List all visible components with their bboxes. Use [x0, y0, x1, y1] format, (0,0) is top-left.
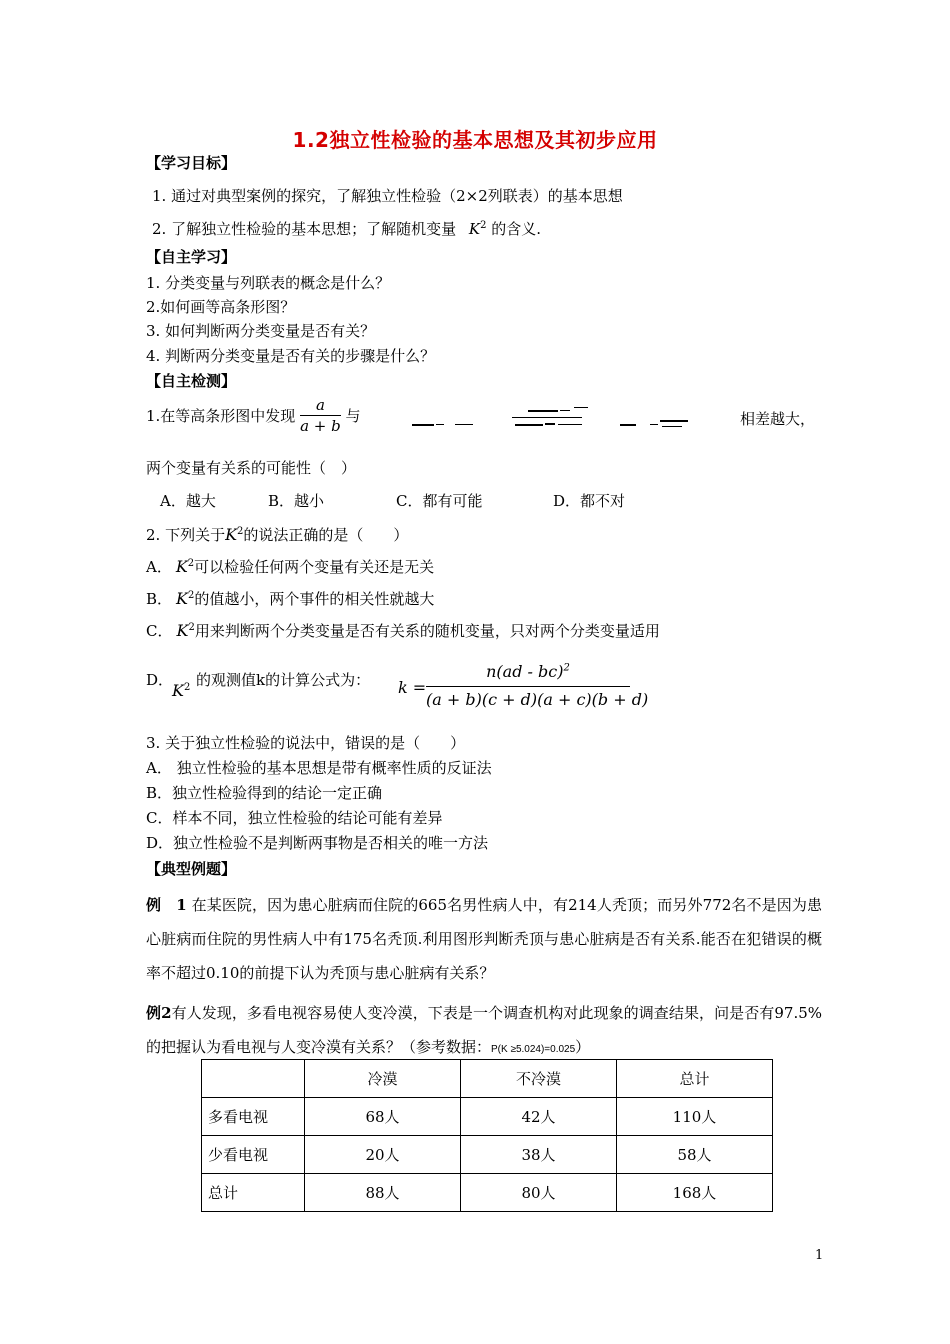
table-header-cell: 不冷漠 [461, 1060, 617, 1098]
question-2-option-a [146, 556, 434, 577]
question-1-option-b: B．越小 [268, 492, 325, 510]
example-2 [146, 996, 822, 1067]
question-3-option-b: B．独立性检验得到的结论一定正确 [146, 784, 383, 802]
formula-numerator-exponent: 2 [563, 662, 570, 674]
example-2-text: 有人发现，多看电视容易使人变冷漠，下表是一个调查机构对此现象的调查结果，问是否有97.5%的把握认为看电视与人变冷漠有关系？（参考数据： [146, 1004, 823, 1056]
question-1-end: 相差越大， [740, 410, 816, 428]
table-row [202, 1098, 773, 1136]
formula-denominator: (a + b)(c + d)(a + c)(b + d) [426, 690, 649, 709]
formula-k-equals: k = [398, 678, 427, 697]
page-number: 1 [815, 1248, 824, 1263]
k-symbol: K [468, 220, 481, 238]
self-study-3: 3. 如何判断两分类变量是否有关？ [146, 322, 376, 340]
question-2 [146, 524, 408, 545]
section-heading-examples: 【典型例题】 [146, 860, 237, 878]
k-exponent: 2 [183, 682, 191, 693]
option-text: 用来判断两个分类变量是否有关系的随机变量，只对两个分类变量适用 [194, 622, 660, 640]
goal-1: 1. 通过对典型案例的探究，了解独立性检验（2×2列联表）的基本思想 [152, 187, 623, 205]
question-1-line-2: 两个变量有关系的可能性（ ） [146, 459, 357, 477]
table-header-cell [202, 1060, 305, 1098]
question-3-option-a: A． 独立性检验的基本思想是带有概率性质的反证法 [146, 759, 492, 777]
table-cell: 80人 [461, 1174, 617, 1212]
k-exponent: 2 [187, 590, 195, 601]
table-cell: 110人 [617, 1098, 773, 1136]
formula-numerator-text: n(ad - bc) [486, 662, 564, 681]
question-2-option-c [146, 620, 660, 641]
table-header-cell: 总计 [617, 1060, 773, 1098]
fraction-a-over-a-plus-b [300, 396, 341, 435]
example-1-label: 例 1 [146, 896, 187, 914]
example-2-label: 例2 [146, 1004, 172, 1022]
table-cell: 68人 [305, 1098, 461, 1136]
goal-2-suffix: 的含义. [491, 220, 542, 238]
k-exponent: 2 [188, 622, 195, 633]
question-2-option-d-text: 的观测值k的计算公式为： [196, 671, 371, 689]
k-symbol: K [175, 557, 188, 576]
question-3-option-d: D．独立性检验不是判断两事物是否相关的唯一方法 [146, 834, 489, 852]
question-1-option-d: D．都不对 [553, 492, 626, 510]
section-heading-self-check: 【自主检测】 [146, 372, 237, 390]
table-header-cell: 冷漠 [305, 1060, 461, 1098]
question-3-option-c: C．样本不同，独立性检验的结论可能有差异 [146, 809, 443, 827]
table-row [202, 1174, 773, 1212]
formula-fraction-bar [426, 686, 630, 687]
question-1-option-c: C．都有可能 [396, 492, 483, 510]
k-exponent: 2 [480, 220, 487, 231]
question-2-option-d-k [172, 681, 190, 700]
option-label: C． [146, 622, 173, 640]
question-2-text: 2. 下列关于 [146, 526, 226, 544]
table-cell: 42人 [461, 1098, 617, 1136]
option-label: A． [146, 558, 172, 576]
formula-numerator [426, 662, 630, 681]
table-cell: 20人 [305, 1136, 461, 1174]
page-title: 1.2独立性检验的基本思想及其初步应用 [292, 128, 658, 152]
section-heading-goals: 【学习目标】 [146, 154, 237, 172]
question-1-with: 与 [345, 407, 361, 425]
table-cell: 总计 [202, 1174, 305, 1212]
survey-table [201, 1059, 773, 1212]
k-symbol: K [176, 589, 188, 608]
table-header-row [202, 1060, 773, 1098]
self-study-1: 1. 分类变量与列联表的概念是什么？ [146, 274, 391, 292]
self-study-2: 2.如何画等高条形图？ [146, 298, 296, 316]
fraction-denominator: a + b [300, 417, 341, 435]
question-1-text: 1.在等高条形图中发现 [146, 407, 296, 425]
example-2-close: ） [575, 1038, 591, 1056]
question-1-line-1 [146, 396, 361, 435]
table-cell: 58人 [617, 1136, 773, 1174]
table-cell: 38人 [461, 1136, 617, 1174]
option-text: 的值越小，两个事件的相关性就越大 [194, 590, 435, 608]
table-cell: 168人 [617, 1174, 773, 1212]
table-row [202, 1136, 773, 1174]
example-2-reference: P(K ≥5.024)=0.025 [491, 1044, 576, 1055]
self-study-4: 4. 判断两分类变量是否有关的步骤是什么？ [146, 347, 436, 365]
question-2-option-b [146, 588, 434, 609]
k-symbol: K [172, 681, 184, 700]
question-2-suffix: 的说法正确的是（ ） [243, 526, 409, 544]
option-text: 可以检验任何两个变量有关还是无关 [194, 558, 435, 576]
fraction-numerator: a [300, 396, 341, 416]
table-cell: 88人 [305, 1174, 461, 1212]
question-1-option-a: A．越大 [160, 492, 216, 510]
example-1 [146, 888, 822, 990]
k-exponent: 2 [187, 558, 195, 569]
table-cell: 少看电视 [202, 1136, 305, 1174]
k-symbol: K [225, 525, 238, 544]
section-heading-self-study: 【自主学习】 [146, 248, 237, 266]
k-exponent: 2 [237, 526, 244, 537]
goal-2 [152, 218, 541, 239]
table-cell: 多看电视 [202, 1098, 305, 1136]
question-3: 3. 关于独立性检验的说法中，错误的是（ ） [146, 734, 466, 752]
example-1-text: 在某医院，因为患心脏病而住院的665名男性病人中，有214人秃顶；而另外772名不是因为患心脏病而住院的男性病人中有175名秃顶.利用图形判断秃顶与患心脏病是否有关系.能否在犯错误的概率不超过0.10的前提下认为秃顶与患心脏病有关系？ [146, 896, 823, 982]
goal-2-text: 2. 了解独立性检验的基本思想；了解随机变量 [152, 220, 457, 238]
question-2-option-d-label: D． [146, 671, 174, 689]
k-symbol: K [176, 621, 189, 640]
option-label: B． [146, 590, 173, 608]
